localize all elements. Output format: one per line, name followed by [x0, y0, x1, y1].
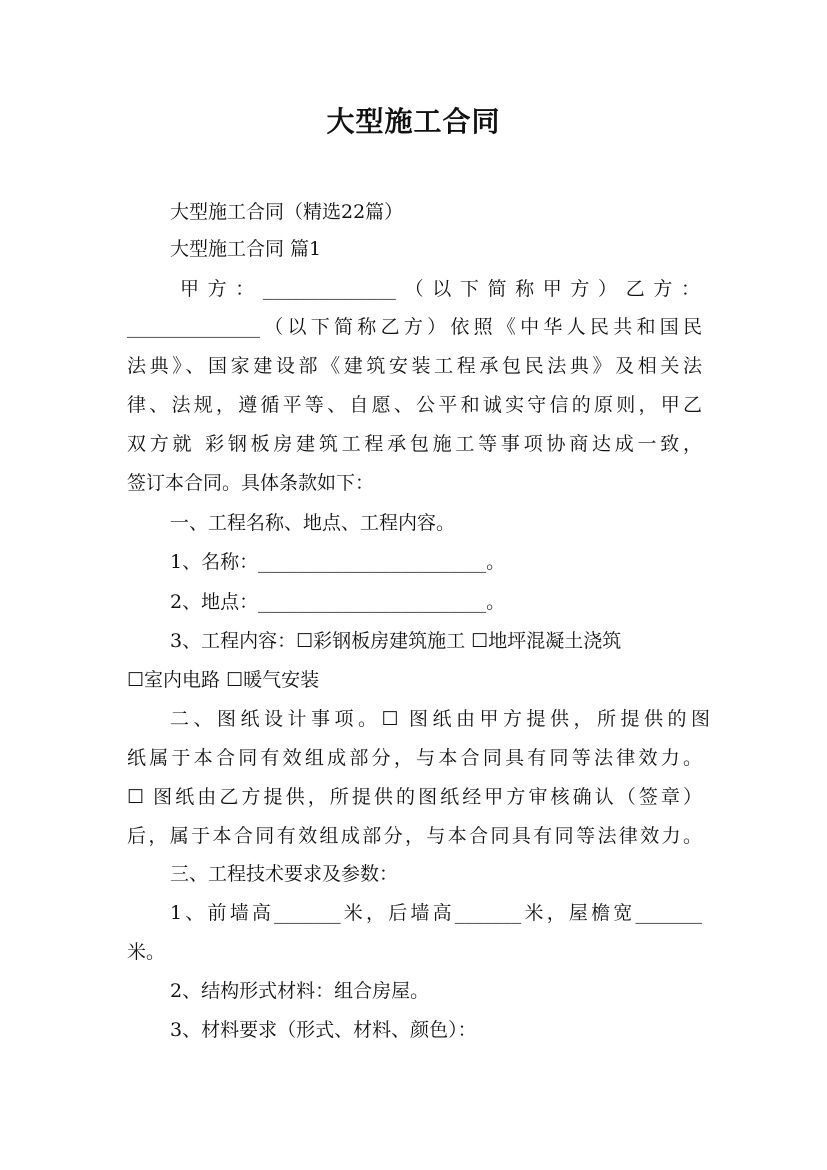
paragraph-line: 后，属于本合同有效组成部分，与本合同具有同等法律效力。	[127, 825, 702, 847]
clause-heading: 三、工程技术要求及参数：	[170, 863, 399, 885]
clause-item: 1、前墙高_______米，后墙高_______米，屋檐宽_______	[170, 902, 702, 924]
paragraph-line: 签订本合同。具体条款如下：	[127, 472, 375, 494]
clause-item: 2、地点：________________________。	[170, 591, 506, 613]
paragraph-line: 纸属于本合同有效组成部分，与本合同具有同等法律效力。	[127, 747, 702, 769]
paragraph-line: 双方就 彩钢板房建筑工程承包施工等事项协商达成一致，	[127, 433, 702, 455]
clause-item: 3、工程内容：☐彩钢板房建筑施工 ☐地坪混凝土浇筑	[170, 630, 622, 652]
subtitle-line: 大型施工合同（精选22篇）	[170, 201, 404, 223]
clause-heading: 二、图纸设计事项。☐ 图纸由甲方提供，所提供的图	[170, 708, 710, 730]
clause-heading: 一、工程名称、地点、工程内容。	[170, 512, 456, 534]
party-line: 甲方：______________（以下简称甲方）乙方：	[180, 278, 700, 300]
clause-item: 米。	[127, 941, 166, 963]
paragraph-line: 法典》、国家建设部《建筑安装工程承包民法典》及相关法	[127, 355, 702, 377]
clause-item: 1、名称：________________________。	[170, 551, 506, 573]
paragraph-line: ☐ 图纸由乙方提供，所提供的图纸经甲方审核确认（签章）	[127, 786, 702, 808]
clause-item: 2、结构形式材料：组合房屋。	[170, 980, 430, 1002]
clause-item: ☐室内电路 ☐暖气安装	[127, 669, 320, 691]
section-heading: 大型施工合同 篇1	[170, 238, 322, 260]
document-title: 大型施工合同	[326, 105, 501, 138]
paragraph-line: 律、法规，遵循平等、自愿、公平和诚实守信的原则，甲乙	[127, 394, 702, 416]
clause-item: 3、材料要求（形式、材料、颜色）：	[170, 1019, 477, 1041]
paragraph-line: ______________（以下简称乙方）依照《中华人民共和国民	[127, 316, 702, 338]
